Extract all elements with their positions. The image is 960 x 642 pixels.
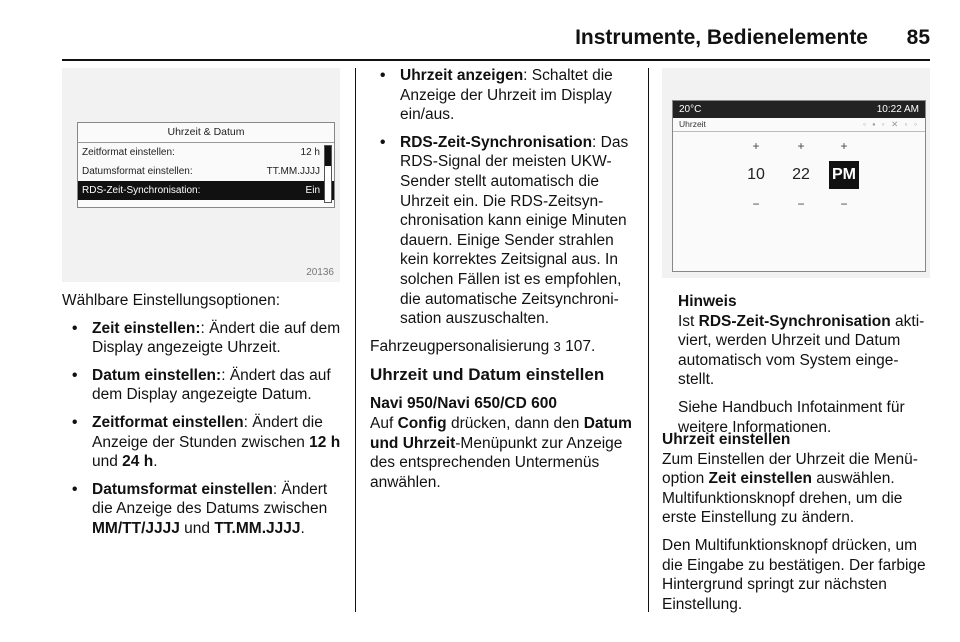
column-3-text	[662, 430, 930, 622]
bullet-icon: •	[72, 366, 78, 384]
hint-title: Hinweis	[678, 293, 737, 310]
paragraph: Zum Einstellen der Uhrzeit die Menüoption Zeit einstellen auswählen.	[662, 450, 918, 488]
minute-column	[786, 137, 816, 213]
bullet-icon: •	[380, 67, 386, 84]
status-icons: ◦ ▪ ◦ ✕ ◦ ◦	[863, 119, 919, 129]
options-list	[62, 319, 345, 539]
column-2-text	[370, 66, 636, 500]
screen-subtitle-bar	[673, 118, 925, 132]
date-time-menu-screen	[77, 122, 335, 208]
menu-row-label: RDS-Zeit-Synchronisation:	[82, 185, 201, 196]
ampm-column	[829, 137, 859, 213]
menu-scrollbar-thumb[interactable]	[325, 146, 331, 166]
figure-date-time-menu	[62, 68, 340, 282]
figure-clock-settings	[662, 68, 930, 278]
menu-row-rds-sync[interactable]	[78, 181, 334, 200]
column-1-text	[62, 291, 345, 547]
section-title: Uhrzeit und Datum einstellen	[370, 365, 605, 385]
bullet-icon: •	[380, 133, 386, 151]
minute-minus-button[interactable]: −	[797, 197, 805, 211]
arrow-icon: 3	[553, 338, 561, 354]
menu-row-label: Datumsformat einstellen:	[82, 166, 193, 177]
page-header	[62, 0, 930, 62]
bullet-icon: •	[72, 319, 78, 337]
options-list-continued	[370, 66, 636, 329]
menu-row-label: Zeitformat einstellen:	[82, 147, 175, 158]
list-item: • Datum einstellen:: Ändert das auf dem Display angezeigte Datum.	[72, 366, 331, 404]
list-item: • Zeit einstellen:: Ändert die auf dem Display angezeigte Uhrzeit.	[72, 319, 341, 357]
hour-plus-button[interactable]: +	[752, 139, 760, 153]
hint-box	[678, 292, 928, 445]
clock-settings-screen	[672, 100, 926, 272]
minute-plus-button[interactable]: +	[797, 139, 805, 153]
paragraph: Den Multifunktionsknopf drücken, um die Eingabe zu bestätigen. Der farbige Hintergrund springt zur nächsten Einstellung.	[662, 536, 926, 613]
paragraph: Multifunktionsknopf drehen, um die erste Einstellung zu ändern.	[662, 489, 903, 527]
temperature-readout: 20°C	[679, 104, 702, 115]
options-intro: Wählbare Einstellungsoptionen:	[62, 292, 280, 309]
header-rule	[62, 59, 930, 61]
config-paragraph: Auf Config drücken, dann den Datum und Uhrzeit-Menüpunkt zur Anzeige des entsprechenden Untermenüs anwählen.	[370, 414, 632, 491]
menu-row-time-format[interactable]	[78, 143, 334, 162]
hour-column	[741, 137, 771, 213]
screen-subtitle: Uhrzeit	[679, 119, 706, 129]
ampm-value[interactable]: PM	[829, 161, 859, 189]
menu-row-value: Ein	[305, 185, 320, 196]
list-item: • Zeitformat einstellen: Ändert die Anzeige der Stunden zwischen 12 h und 24 h.	[72, 413, 341, 471]
bullet-icon: •	[72, 480, 78, 498]
menu-row-date-format[interactable]	[78, 162, 334, 181]
column-divider-1	[355, 68, 356, 612]
menu-row-value: TT.MM.JJJJ	[266, 166, 320, 177]
bullet-icon: •	[72, 413, 78, 431]
menu-row-value: 12 h	[300, 147, 320, 158]
hour-value[interactable]: 10	[747, 166, 765, 183]
menu-title: Uhrzeit & Datum	[78, 123, 334, 143]
ampm-plus-button[interactable]: +	[840, 139, 848, 153]
menu-scrollbar[interactable]	[324, 145, 332, 203]
hour-minus-button[interactable]: −	[752, 197, 760, 211]
minute-value[interactable]: 22	[792, 166, 810, 183]
status-bar	[673, 101, 925, 118]
column-divider-2	[648, 68, 649, 612]
subheading: Navi 950/Navi 650/CD 600	[370, 395, 557, 413]
cross-reference[interactable]: Fahrzeugpersonalisierung 3 107.	[370, 337, 596, 355]
figure-number: 20136	[306, 267, 334, 278]
hint-paragraph-2: Siehe Handbuch Infotainment für weitere Informationen.	[678, 398, 905, 436]
list-item: • Uhrzeit anzeigen: Schaltet die Anzeige der Uhrzeit im Display ein/aus.	[380, 67, 613, 124]
ampm-minus-button[interactable]: −	[840, 197, 848, 211]
list-item: • RDS-Zeit-Synchronisation: Das RDS-Signal der meisten UKW-Sender stellt automatisch die Uhrzeit ein. Die RDS-Zeitsynchronisation kann einige Minuten dauern. Einige Sender strahlen kein korrektes Zeitsignal aus. In solchen Fällen ist es empfohlen, die automatische Zeitsynchronisation auszuschalten.	[380, 133, 629, 328]
clock-readout: 10:22 AM	[876, 104, 919, 115]
hint-paragraph-1: Ist RDS-Zeit-Synchronisation aktiviert, werden Uhrzeit und Datum automatisch vom System eingestellt.	[678, 312, 925, 389]
page-title: Instrumente, Bedienelemente	[575, 26, 868, 49]
page-number: 85	[906, 26, 930, 49]
subheading: Uhrzeit einstellen	[662, 431, 791, 448]
list-item: • Datumsformat einstellen: Ändert die Anzeige des Datums zwischen MM/TT/JJJJ und TT.MM.JJJJ.	[72, 480, 328, 537]
